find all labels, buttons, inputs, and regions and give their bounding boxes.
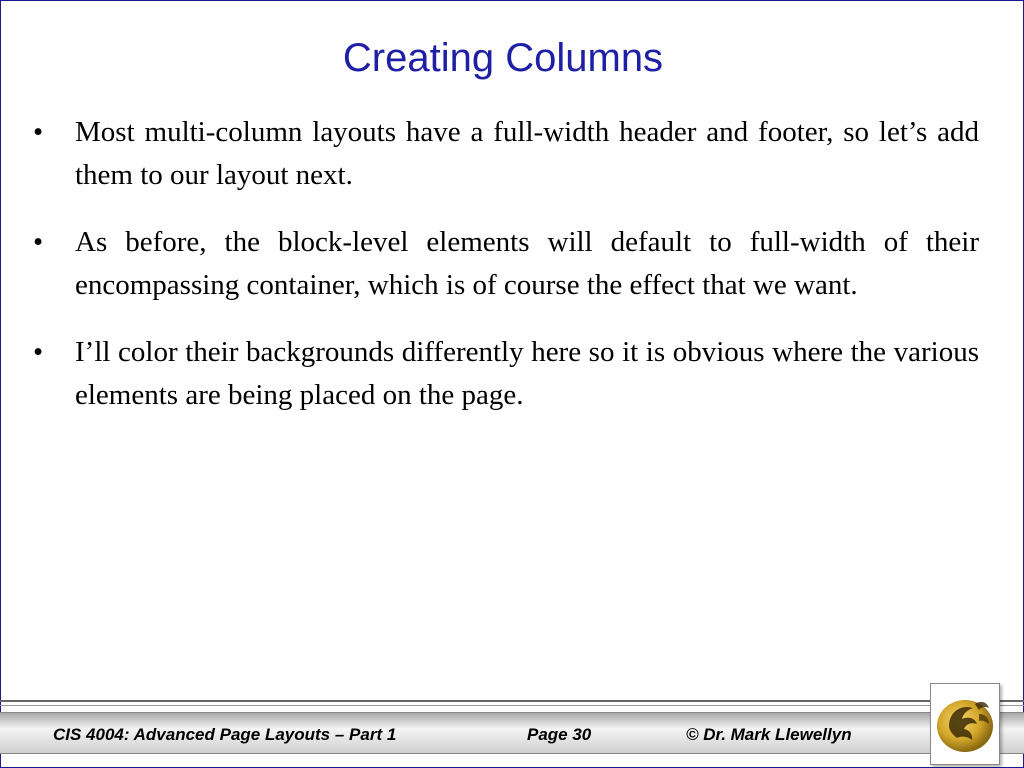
footer-page-number: Page 30: [527, 725, 592, 744]
footer-copyright: © Dr. Mark Llewellyn: [686, 725, 852, 744]
bullet-marker: •: [33, 336, 44, 368]
bullet-item: [33, 111, 979, 197]
footer-course-title: CIS 4004: Advanced Page Layouts – Part 1: [53, 725, 397, 744]
ucf-pegasus-logo-icon: [935, 692, 995, 756]
bullet-marker: •: [33, 116, 44, 148]
bullet-list: [33, 111, 979, 441]
slide-title: Creating Columns: [342, 36, 664, 80]
footer-divider-top: [0, 700, 1024, 702]
bullet-item: [33, 331, 979, 417]
bullet-marker: •: [33, 226, 44, 258]
bullet-text: As before, the block-level elements will default to full-width of their encompassing container, which is of course the effect that we want.: [75, 226, 979, 301]
bullet-text: Most multi-column layouts have a full-width header and footer, so let’s add them to our layout next.: [75, 116, 979, 191]
bullet-text: I’ll color their backgrounds differently here so it is obvious where the various elements are being placed on the page.: [75, 336, 979, 411]
bullet-item: [33, 221, 979, 307]
logo-frame: [930, 683, 1000, 765]
footer-divider-thin: [0, 705, 1024, 706]
